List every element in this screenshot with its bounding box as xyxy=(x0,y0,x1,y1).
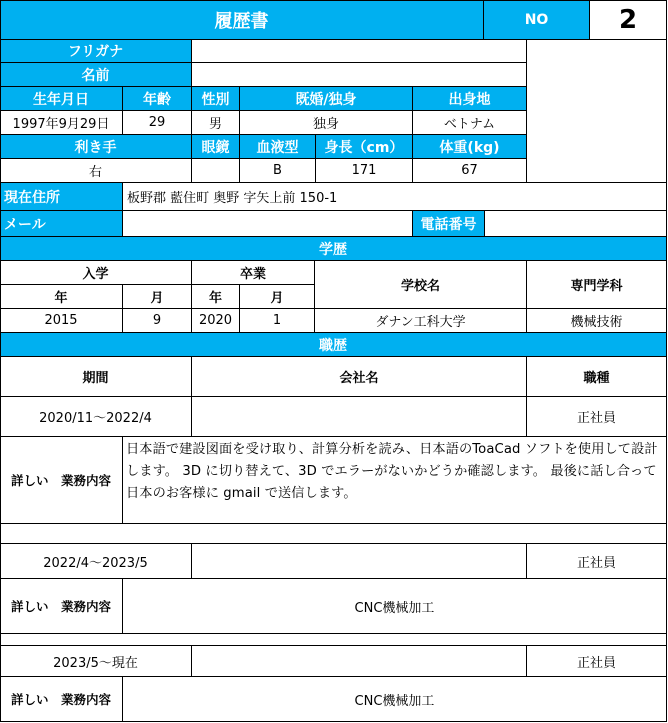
job-3-company xyxy=(192,646,527,677)
weight-label: 体重(kg) xyxy=(413,135,527,159)
job-2-detail-label: 詳しい 業務内容 xyxy=(0,579,123,634)
job-1-detail: 日本語で建設図面を受け取り、計算分析を読み、日本語のToaCad ソフトを使用して設計します。 3D に切り替えて、3D でエラーがないかどうか確認します。 最後に話し合って日本のお客様に gmail で送信します。 xyxy=(123,437,667,524)
enroll-year: 2015 xyxy=(0,309,123,333)
job-3-detail-label: 詳しい 業務内容 xyxy=(0,677,123,722)
job-2-period: 2022/4～2023/5 xyxy=(0,544,192,579)
grad-month: 1 xyxy=(240,309,315,333)
blood-label: 血液型 xyxy=(240,135,316,159)
glasses-value xyxy=(192,159,240,183)
birth-value: 1997年9月29日 xyxy=(0,111,123,135)
enroll-label: 入学 xyxy=(0,261,192,285)
job-1-period: 2020/11～2022/4 xyxy=(0,397,192,437)
address-value: 板野郡 藍住町 奥野 字矢上前 150-1 xyxy=(123,183,667,211)
job-2-position: 正社員 xyxy=(527,544,667,579)
age-value: 29 xyxy=(123,111,192,135)
email-label: メール xyxy=(0,211,123,237)
job-1-company xyxy=(192,397,527,437)
company-label: 会社名 xyxy=(192,357,527,397)
no-label: NO xyxy=(484,0,590,40)
hand-label: 利き手 xyxy=(0,135,192,159)
birth-label: 生年月日 xyxy=(0,87,123,111)
name-label: 名前 xyxy=(0,63,192,87)
photo-area xyxy=(527,40,667,183)
period-label: 期間 xyxy=(0,357,192,397)
weight-value: 67 xyxy=(413,159,527,183)
age-label: 年齢 xyxy=(123,87,192,111)
name-value[interactable] xyxy=(192,63,527,87)
blood-value: B xyxy=(240,159,316,183)
job-3-detail: CNC機械加工 xyxy=(123,677,667,722)
enroll-month-label: 月 xyxy=(123,285,192,309)
origin-label: 出身地 xyxy=(413,87,527,111)
spacer-row xyxy=(0,634,667,646)
career-section-title: 職歴 xyxy=(0,333,667,357)
grad-month-label: 月 xyxy=(240,285,315,309)
job-3-position: 正社員 xyxy=(527,646,667,677)
graduate-label: 卒業 xyxy=(192,261,315,285)
furigana-value[interactable] xyxy=(192,40,527,63)
phone-value[interactable] xyxy=(485,211,667,237)
major-label: 専門学科 xyxy=(527,261,667,309)
job-1-position: 正社員 xyxy=(527,397,667,437)
marital-value: 独身 xyxy=(240,111,413,135)
position-label: 職種 xyxy=(527,357,667,397)
grad-year: 2020 xyxy=(192,309,240,333)
hand-value: 右 xyxy=(0,159,192,183)
gender-label: 性別 xyxy=(192,87,240,111)
school-label: 学校名 xyxy=(315,261,527,309)
phone-label: 電話番号 xyxy=(413,211,485,237)
job-2-company xyxy=(192,544,527,579)
email-value[interactable] xyxy=(123,211,413,237)
no-value: 2 xyxy=(590,0,667,40)
gender-value: 男 xyxy=(192,111,240,135)
school-name: ダナン工科大学 xyxy=(315,309,527,333)
spacer-row xyxy=(0,524,667,544)
job-2-detail: CNC機械加工 xyxy=(123,579,667,634)
address-label: 現在住所 xyxy=(0,183,123,211)
origin-value: ベトナム xyxy=(413,111,527,135)
glasses-label: 眼鏡 xyxy=(192,135,240,159)
enroll-year-label: 年 xyxy=(0,285,123,309)
enroll-month: 9 xyxy=(123,309,192,333)
furigana-label: フリガナ xyxy=(0,40,192,63)
job-1-detail-label: 詳しい 業務内容 xyxy=(0,437,123,524)
height-label: 身長（cm） xyxy=(316,135,413,159)
major-name: 機械技術 xyxy=(527,309,667,333)
job-3-period: 2023/5～現在 xyxy=(0,646,192,677)
height-value: 171 xyxy=(316,159,413,183)
education-section-title: 学歴 xyxy=(0,237,667,261)
marital-label: 既婚/独身 xyxy=(240,87,413,111)
resume-title: 履歴書 xyxy=(0,0,484,40)
grad-year-label: 年 xyxy=(192,285,240,309)
